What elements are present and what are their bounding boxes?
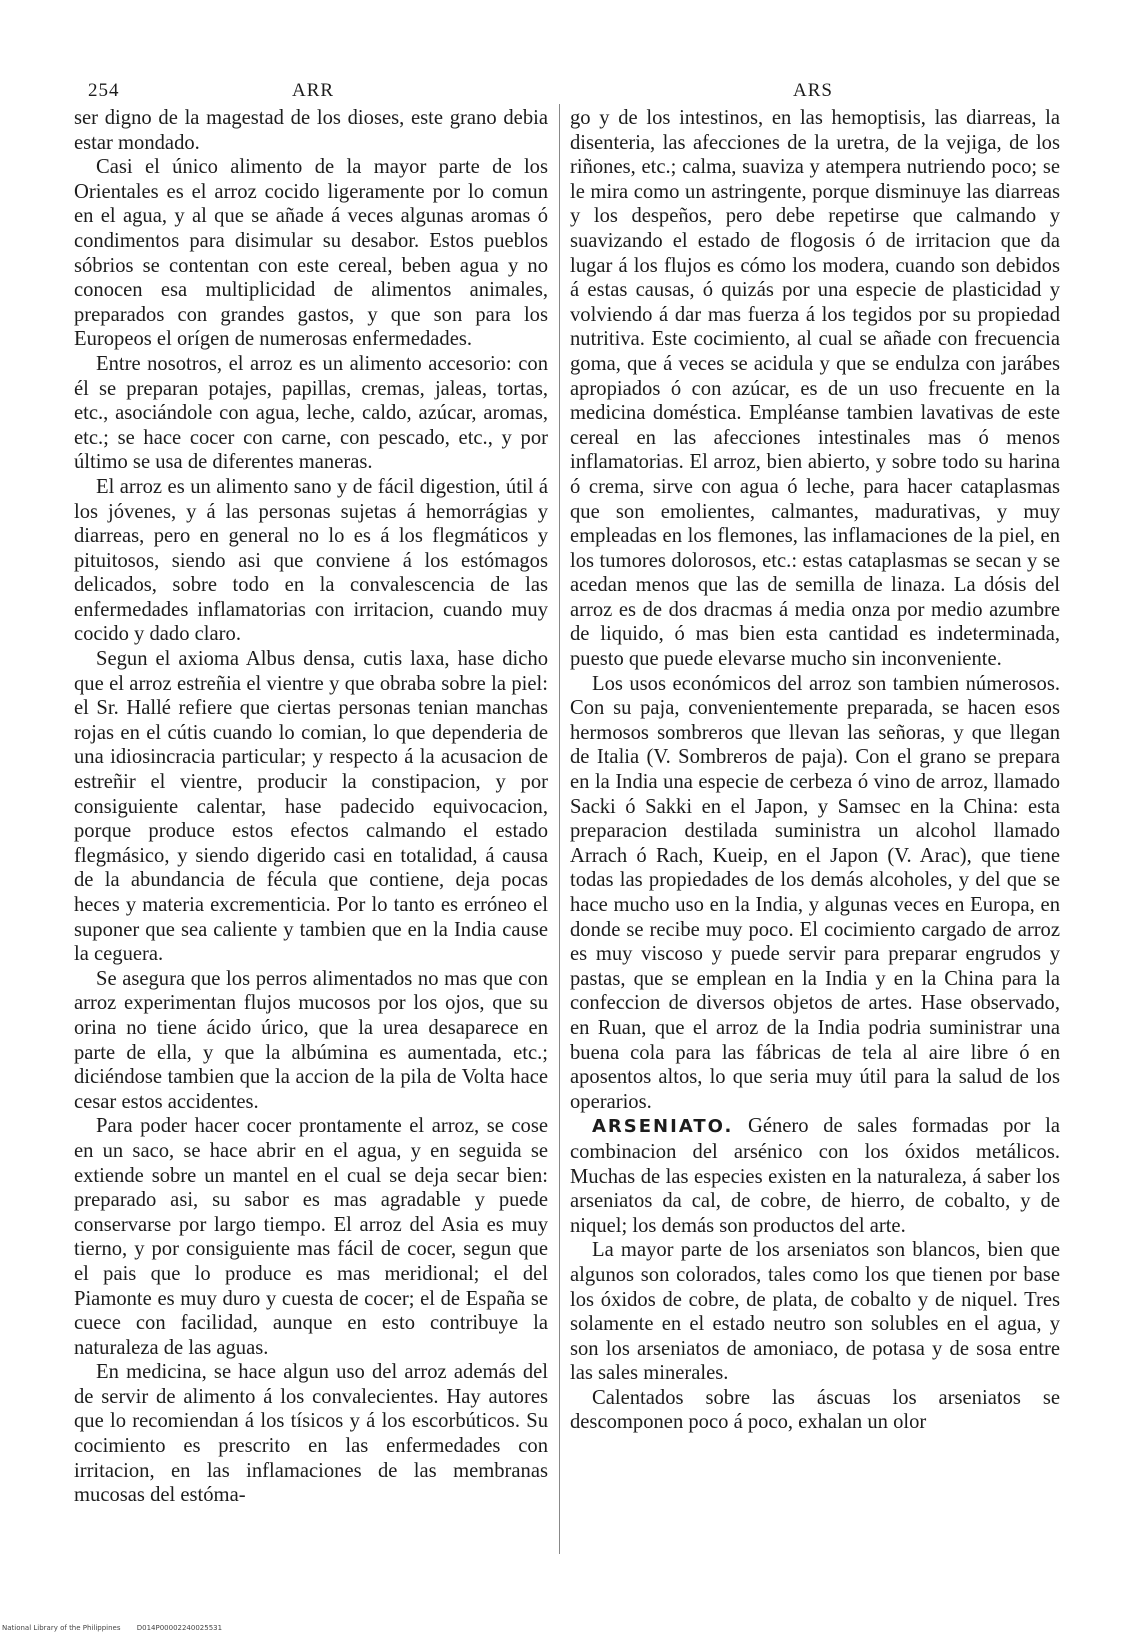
paragraph-text: Se asegura que los perros alimentados no mas que con arroz experimentan flujos mucosos por los ojos, que su orina no tiene ácido úrico, que la urea desaparece en parte de ella, y que la albúmina es aumentada, etc.; diciéndose tambien que la accion de la pila de Volta hace cesar estos accidentes. [74, 967, 548, 1113]
paragraph-text: Los usos económicos del arroz son tambien númerosos. Con su paja, convenientemente preparada, se hacen esos hermosos sombreros que llevan las señoras, y que llegan de Italia (V. Sombreros de paja). Con el grano se prepara en la India una especie de cerbeza ó vino de arroz, llamado Sacki ó Sakki en el Japon, y Samsec en la China: esta preparacion destilada suministra un alcohol llamado Arrach ó Rach, Kueip, en el Japon (V. Arac), que tiene todas las propiedades de los demás alcoholes, y del que se hace mucho uso en la India, y algunas veces en Europa, en donde se recibe muy poco. El cocimiento cargado de arroz es muy viscoso y puede servir para preparar engrudos y pastas, que se emplean en la India y en la China para la confeccion de diversos objetos de artes. Hase observado, en Ruan, que el arroz de la India podria suministrar una buena cola para las fábricas de tela al aire libre ó en aposentos altos, lo que seria muy útil para la salud de los operarios. [570, 672, 1060, 1113]
left-running-head: ARR [292, 80, 335, 101]
paragraph [570, 1386, 1060, 1435]
paragraph-text: Calentados sobre las áscuas los arseniatos se descomponen poco á poco, exhalan un olor [570, 1386, 1060, 1434]
paragraph [74, 352, 548, 475]
paragraph-text: Casi el único alimento de la mayor parte de los Orientales es el arroz cocido ligeramente por lo comun en el agua, y al que se añade á veces algunas aromas ó condimentos para disimular su desabor. Estos pueblos sóbrios se contentan con este cereal, beben agua y no conocen esa multiplicidad de alimentos animales, preparados con grandes gastos, y que son para los Europeos el orígen de numerosas enfermedades. [74, 156, 548, 351]
paragraph [570, 1238, 1060, 1386]
footer-identifier: D014P00002240025531 [136, 1624, 223, 1632]
left-column [74, 106, 548, 1554]
paragraph [74, 475, 548, 647]
paragraph-text: Entre nosotros, el arroz es un alimento accesorio: con él se preparan potajes, papillas, cremas, jaleas, tortas, etc., asociándole con agua, leche, caldo, azúcar, aromas, etc.; se hace cocer con carne, con pescado, etc., y por último se usa de diferentes maneras. [74, 352, 548, 474]
paragraph-text: Segun el axioma Albus densa, cutis laxa, hase dicho que el arroz estreñia el vientre y que obraba sobre la piel: el Sr. Hallé refiere que ciertas personas tenian manchas rojas en el cútis cuando lo comian, lo que dependeria de una idiosincracia particular; y respecto á la acusacion de estreñir el vientre, producir la constipacion, y por consiguiente calentar, hase padecido equivocacion, porque produce estos efectos calmando el estado flegmásico, y siendo digerido casi en totalidad, á causa de la abundancia de fécula que contiene, deja pocas heces y materia excrementicia. Por lo tanto es erróneo el suponer que sea caliente y tambien que en la India cause la ceguera. [74, 648, 548, 966]
paragraph [570, 672, 1060, 1115]
paragraph-text: El arroz es un alimento sano y de fácil digestion, útil á los jóvenes, y á las personas sujetas á hemorrágias y diarreas, pero en general no lo es á los flegmáticos y pituitosos, siendo asi que conviene á los estómagos delicados, sobre todo en la convalescencia de las enfermedades inflamatorias con irritacion, cuando muy cocido y dado claro. [74, 475, 548, 646]
paragraph [74, 1360, 548, 1508]
paragraph [74, 106, 548, 155]
paragraph-text: go y de los intestinos, en las hemoptisis, las diarreas, la disenteria, las afecciones de la uretra, de la vejiga, de los riñones, etc.; calma, suaviza y atempera nutriendo poco; se le mira como un astringente, porque disminuye las diarreas y los despeños, pero debe repetirse que calmando y suavizando el estado de flogosis ó de irritacion que da lugar á los flujos es cómo los modera, cuando son debidos á estas causas, ó quizás por una especie de plasticidad y volviendo á dar mas fuerza á los tegidos por su propiedad nutritiva. Este cocimiento, al cual se añade con frecuencia goma, que á veces se acidula y que se endulza con jarábes apropiados ó con azúcar, es de un uso frecuente en la medicina doméstica. Empléanse tambien lavativas de este cereal en las afecciones intestinales mas ó menos inflamatorias. El arroz, bien abierto, y sobre todo su harina ó crema, sirve con agua ó leche, para hacer cataplasmas que son emolientes, calmantes, madurativas, y muy empleadas en los flemones, las inflamaciones de la piel, en los tumores dolorosos, etc.: estas cataplasmas se secan y se acedan menos que las de semilla de linaza. La dósis del arroz es de dos dracmas á media onza por medio azumbre de liquido, ó mas bien esta cantidad es indeterminada, puesto que puede elevarse mucho sin inconveniente. [570, 107, 1060, 671]
entry-term: ARSENIATO. [592, 1116, 734, 1138]
footer-institution: National Library of the Philippines [2, 1624, 121, 1632]
paragraph-text: Para poder hacer cocer prontamente el arroz, se cose en un saco, se hace abrir en el agua, y en seguida se extiende sobre un mantel en el cual se deja secar bien: preparado asi, su sabor es mas agradable y puede conservarse por largo tiempo. El arroz del Asia es muy tierno, y por consiguiente mas fácil de cocer, segun que el pais que lo produce es mas meridional; el del Piamonte es muy duro y cuesta de cocer; el de España se cuece con facilidad, aunque en esto contribuye la naturaleza de las aguas. [74, 1115, 548, 1359]
paragraph-text: ser digno de la magestad de los dioses, este grano debia estar mondado. [74, 107, 548, 154]
paragraph [74, 967, 548, 1115]
paragraph [570, 106, 1060, 672]
right-running-head: ARS [793, 80, 833, 101]
paragraph [74, 647, 548, 967]
paragraph [570, 1114, 1060, 1238]
paragraph-text: En medicina, se hace algun uso del arroz además del de servir de alimento á los convalecientes. Hay autores que lo recomiendan á los tísicos y á los escorbúticos. Su cocimiento es prescrito en las enfermedades con irritacion, en las inflamaciones de las membranas mucosas del estóma- [74, 1361, 548, 1507]
page-number: 254 [88, 80, 120, 101]
paragraph-text: Género de sales formadas por la combinacion del arsénico con los óxidos metálicos. Muchas de las especies existen en la naturaleza, á saber los arseniatos da cal, de cobre, de hierro, de cobalto, y de niquel; los demás son productos del arte. [570, 1115, 1060, 1237]
paragraph-text: La mayor parte de los arseniatos son blancos, bien que algunos son colorados, tales como los que tienen por base los óxidos de cobre, de plata, de cobalto y de niquel. Tres solamente en el estado neutro son solubles en el agua, y son los arseniatos de amoniaco, de potasa y de sosa entre las sales minerales. [570, 1239, 1060, 1385]
page-footer [2, 1624, 236, 1632]
paragraph [74, 155, 548, 352]
column-divider [559, 104, 560, 1554]
right-column [570, 106, 1060, 1554]
paragraph [74, 1114, 548, 1360]
